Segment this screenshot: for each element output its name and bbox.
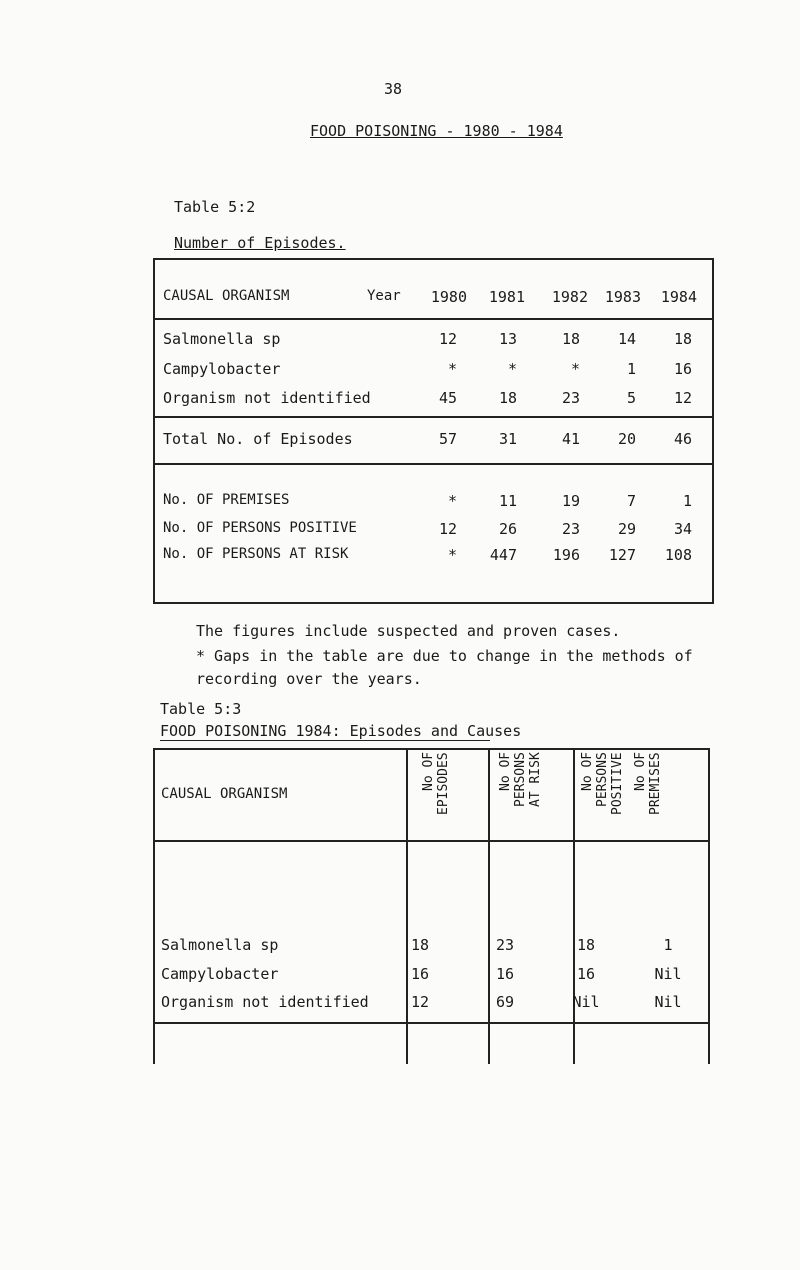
title-underline [160, 740, 490, 741]
table-rule [155, 602, 712, 604]
table-cell: 127 [608, 546, 636, 564]
table-cell: 18 [673, 330, 692, 348]
table-divider [153, 748, 155, 1064]
note-line: recording over the years. [196, 670, 422, 688]
table-cell: 34 [673, 520, 692, 538]
table-cell: 11 [498, 492, 517, 510]
header-line: PREMISES [648, 752, 663, 815]
header-year: Year [367, 288, 401, 304]
table-rule [155, 416, 712, 418]
table-rule [153, 1022, 710, 1024]
table-divider [573, 748, 575, 1064]
table-row-label: No. OF PERSONS POSITIVE [163, 520, 357, 536]
table-cell: * [447, 546, 457, 564]
page-title: FOOD POISONING - 1980 - 1984 [310, 122, 563, 140]
table-row-label: No. OF PERSONS AT RISK [163, 546, 349, 562]
table1-subtitle: Number of Episodes. [174, 234, 346, 252]
table-cell: 7 [626, 492, 636, 510]
year-header: 1984 [660, 288, 697, 306]
table-divider [708, 748, 710, 1064]
table-cell: 23 [561, 389, 580, 407]
table-cell: 19 [561, 492, 580, 510]
table-cell: 12 [438, 520, 457, 538]
table-cell: * [507, 360, 517, 378]
table-cell: Nil [654, 965, 682, 983]
table-row-label: Salmonella sp [163, 330, 281, 348]
table-cell: Nil [572, 993, 600, 1011]
header-line: POSITIVE [610, 752, 625, 815]
header-at-risk [498, 752, 543, 834]
table-row-label: Organism not identified [161, 993, 369, 1011]
table2-title: FOOD POISONING 1984: Episodes and Causes [160, 722, 522, 740]
table-cell: Nil [654, 993, 682, 1011]
total-label: Total No. of Episodes [163, 430, 353, 448]
table-cell: 26 [498, 520, 517, 538]
header-premises [633, 752, 663, 834]
table-rule [155, 463, 712, 465]
table-rule [153, 748, 710, 750]
table2-label: Table 5:3 [160, 700, 242, 718]
table-cell: 12 [438, 330, 457, 348]
table-row-label: Salmonella sp [161, 936, 279, 954]
table-cell: 108 [664, 546, 692, 564]
table-cell: * [570, 360, 580, 378]
table-cell: 12 [410, 993, 430, 1011]
header-episodes [421, 752, 451, 834]
table-cell: 1 [663, 936, 673, 954]
header-line: No OF [498, 752, 513, 792]
total-cell: 20 [617, 430, 636, 448]
table-cell: 16 [673, 360, 692, 378]
table-cell: 18 [410, 936, 430, 954]
total-cell: 46 [673, 430, 692, 448]
total-cell: 31 [498, 430, 517, 448]
table-cell: 196 [552, 546, 580, 564]
table-row-label: Campylobacter [161, 965, 279, 983]
year-header: 1980 [430, 288, 467, 306]
header-line: No OF [580, 752, 595, 792]
page-number: 38 [384, 80, 403, 98]
table-divider [488, 748, 490, 1064]
total-cell: 41 [561, 430, 580, 448]
header-line: AT RISK [528, 752, 543, 807]
table-cell: 16 [410, 965, 430, 983]
header-line: PERSONS [595, 752, 610, 807]
table-rule [153, 840, 710, 842]
table-cell: 18 [576, 936, 596, 954]
table-cell: * [447, 360, 457, 378]
table-cell: 45 [438, 389, 457, 407]
table-row-label: No. OF PREMISES [163, 492, 290, 508]
table-cell: * [447, 492, 457, 510]
table-cell: 23 [495, 936, 515, 954]
table-row-label: Campylobacter [163, 360, 281, 378]
episodes-table [153, 258, 714, 604]
header-line: No OF [421, 752, 436, 792]
table-cell: 29 [617, 520, 636, 538]
table-cell: 16 [576, 965, 596, 983]
table-cell: 447 [489, 546, 517, 564]
note-line: * Gaps in the table are due to change in the methods of [196, 647, 693, 665]
header-organism: CAUSAL ORGANISM [161, 786, 288, 802]
header-organism: CAUSAL ORGANISM [163, 288, 290, 304]
header-line: PERSONS [513, 752, 528, 807]
table-cell: 69 [495, 993, 515, 1011]
table-rule [155, 318, 712, 320]
table-cell: 14 [617, 330, 636, 348]
header-positive [580, 752, 625, 834]
year-header: 1982 [551, 288, 588, 306]
table-cell: 1 [682, 492, 692, 510]
year-header: 1981 [488, 288, 525, 306]
table-cell: 12 [673, 389, 692, 407]
note-line: The figures include suspected and proven cases. [196, 622, 621, 640]
table-cell: 5 [626, 389, 636, 407]
table-cell: 16 [495, 965, 515, 983]
header-line: EPISODES [436, 752, 451, 815]
causes-table [153, 748, 710, 1064]
table-cell: 18 [561, 330, 580, 348]
table-row-label: Organism not identified [163, 389, 371, 407]
table-cell: 1 [626, 360, 636, 378]
total-cell: 57 [438, 430, 457, 448]
table-rule [155, 258, 712, 260]
table-divider [406, 748, 408, 1064]
header-line: No OF [633, 752, 648, 792]
table-cell: 18 [498, 389, 517, 407]
table-cell: 13 [498, 330, 517, 348]
table-cell: 23 [561, 520, 580, 538]
table1-label: Table 5:2 [174, 198, 256, 216]
year-header: 1983 [604, 288, 641, 306]
